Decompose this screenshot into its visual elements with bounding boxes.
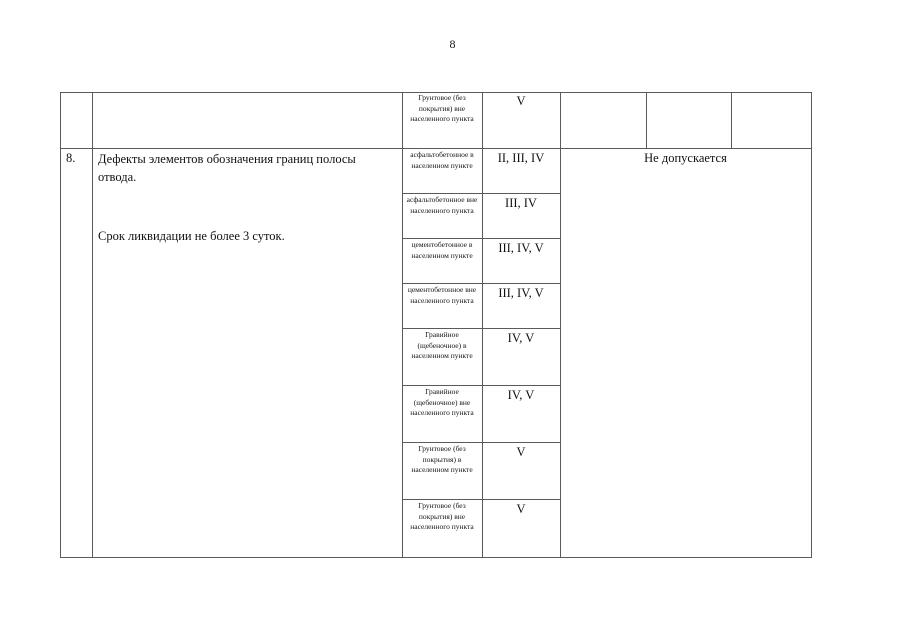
item-deadline: Срок ликвидации не более 3 суток. [98,229,285,243]
category-cell: III, IV [505,196,537,210]
item-description: Дефекты элементов обозначения границ полосы отвода. [98,152,356,184]
surface-type-cell: цементобетонное в населенном пункте [411,240,473,260]
column-separator [92,92,93,558]
surface-type-cell: Грунтовое (без покрытия) вне населенного пункта [410,93,474,123]
surface-type-cell: Грунтовое (без покрытия) вне населенного пункта [410,501,474,531]
category-cell: V [516,445,526,459]
item-number: 8. [66,151,76,165]
surface-type-cell: цементобетонное вне населенного пункта [407,285,477,305]
column-separator [731,92,732,149]
column-separator [646,92,647,149]
column-separator [402,92,403,558]
requirement-cell: Не допускается [644,151,727,165]
category-cell: II, III, IV [497,151,545,165]
page-number: 8 [449,37,456,51]
category-cell: V [516,94,526,108]
row-separator [60,148,812,149]
category-cell: IV, V [507,331,535,345]
category-cell: V [516,502,526,516]
category-cell: III, IV, V [498,241,544,255]
surface-type-cell: Гравийное (щебеночное) в населенном пункте [411,330,473,360]
table-border-right [811,92,812,558]
surface-type-cell: асфальтобетонное в населенном пункте [410,150,474,170]
surface-type-cell: асфальтобетонное вне населенного пункта [406,195,478,215]
category-cell: III, IV, V [498,286,544,300]
surface-type-cell: Гравийное (щебеночное) вне населенного пункта [410,387,474,417]
category-cell: IV, V [507,388,535,402]
table-border-bottom [60,557,812,558]
table-border-left [60,92,61,558]
surface-type-cell: Грунтовое (без покрытия) в населенном пункте [411,444,473,474]
